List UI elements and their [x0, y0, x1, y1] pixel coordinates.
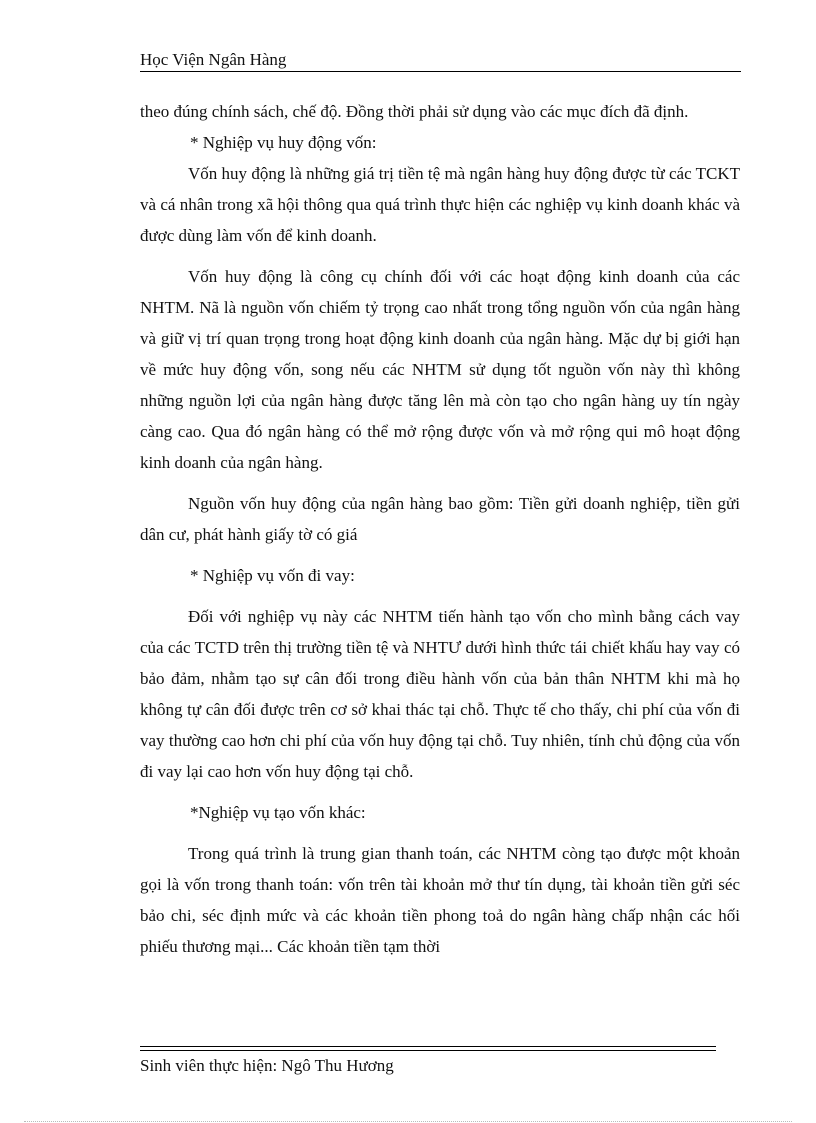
paragraph-other-capital: Trong quá trình là trung gian thanh toán, các NHTM còng tạo được một khoản gọi là vốn trong thanh toán: vốn trên tài khoản mở thư tín dụng, tài khoản tiền gửi séc bảo chi, séc định mức và các khoản tiền phong toả do ngân hàng chấp nhận các hối phiếu thương mại... Các khoản tiền tạm thời — [140, 844, 740, 956]
page-header: Học Viện Ngân Hàng — [140, 50, 287, 69]
page-edge-divider — [24, 1121, 792, 1122]
paragraph-continuation: theo đúng chính sách, chế độ. Đồng thời phải sử dụng vào các mục đích đã định. — [140, 102, 689, 121]
subheading-other-capital: *Nghiệp vụ tạo vốn khác: — [190, 803, 366, 822]
paragraph-mobilized-capital-role: Vốn huy động là công cụ chính đối với các hoạt động kinh doanh của các NHTM. Nã là nguồn vốn chiếm tỷ trọng cao nhất trong tổng nguồn vốn của ngân hàng và giữ vị trí quan trọng trong hoạt động kinh doanh của ngân hàng. Mặc dự bị giới hạn về mức huy động vốn, song nếu các NHTM sử dụng tốt nguồn vốn này thì không những nguồn lợi của ngân hàng được tăng lên mà còn tạo cho ngân hàng uy tín ngày càng cao. Qua đó ngân hàng có thể mở rộng được vốn và mở rộng qui mô hoạt động kinh doanh của ngân hàng. — [140, 267, 740, 472]
page-footer: Sinh viên thực hiện: Ngô Thu Hương — [140, 1056, 394, 1075]
footer-rule-bottom — [140, 1050, 716, 1051]
subheading-borrowed-capital: * Nghiệp vụ vốn đi vay: — [190, 566, 355, 585]
paragraph-mobilized-capital-definition: Vốn huy động là những giá trị tiền tệ mà ngân hàng huy động được từ các TCKT và cá nhân trong xã hội thông qua quá trình thực hiện các nghiệp vụ kinh doanh khác và được dùng làm vốn để kinh doanh. — [140, 164, 740, 245]
paragraph-borrowed-capital: Đối với nghiệp vụ này các NHTM tiến hành tạo vốn cho mình bằng cách vay của các TCTD trên thị trường tiền tệ và NHTƯ dưới hình thức tái chiết khấu hay vay có bảo đảm, nhằm tạo sự cân đối trong điều hành vốn của bản thân NHTM khi mà họ không tự cân đối được trên cơ sở khai thác tại chỗ. Thực tế cho thấy, chi phí của vốn đi vay thường cao hơn chi phí của vốn huy động tại chỗ. Tuy nhiên, tính chủ động của vốn đi vay lại cao hơn vốn huy động tại chỗ. — [140, 607, 740, 781]
footer-rule-top — [140, 1046, 716, 1047]
subheading-deposit-mobilization: * Nghiệp vụ huy động vốn: — [190, 133, 377, 152]
document-body — [140, 96, 740, 962]
paragraph-mobilized-capital-sources: Nguồn vốn huy động của ngân hàng bao gồm: Tiền gửi doanh nghiệp, tiền gửi dân cư, phát hành giấy tờ có giá — [140, 494, 740, 544]
header-rule — [140, 71, 741, 72]
